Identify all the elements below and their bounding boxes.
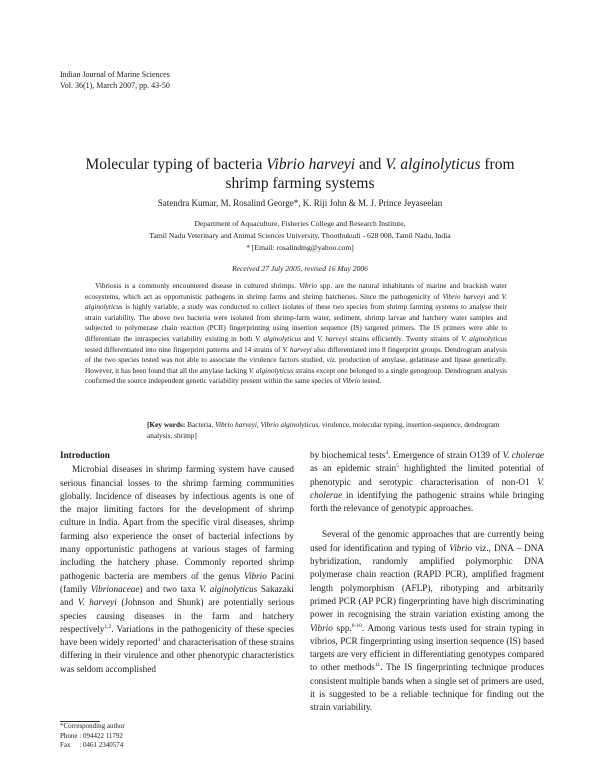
received-dates: Received 27 July 2005, revised 16 May 2006 xyxy=(232,264,368,273)
title-line-2: shrimp farming systems xyxy=(225,175,375,192)
affiliation: Department of Aquaculture, Fisheries College and Research Institute, Tamil Nadu Veterinary and Animal Sciences University, Thoothukudi - 628 008, Tamil Nadu, India xyxy=(149,219,451,240)
keywords: [Key words: Bacteria, Vibrio harveyi, Vibrio alginolyticus, virulence, molecular typing, insertion-sequence, dendrogram analysis, shrimp] xyxy=(147,420,500,440)
continued-paragraph: by biochemical tests$^4$. Emergence of strain O139 of V. cholerae as an epidemic strain$^5$ highlighted the limited potential of phenotypic and serotypic characterisation of non-O1 V. cholerae in identifying the pathogenic strains while bringing forth the relevance of genotypic approaches. xyxy=(310,449,544,514)
author-email: * [Email: rosalindmg@yahoo.com] xyxy=(246,243,354,252)
intro-paragraph: Microbial diseases in shrimp farming system have caused serious financial losses to the shrimp farming communities globally. Incidence of diseases by infectious agents is one of the major limiting factors for the development of shrimp culture in India. Apart from the specific viral diseases, shrimp farming also experience the onset of bacterial infections by many opportunistic pathogens at various stages of farming including the hatchery phase. Commonly reported shrimp pathogenic bacteria are members of the genus Vibrio Pacini (family Vibrionaceae) and two taxa V. alginolyticus Sakazaki and V. harveyi (Johnson and Shunk) are potentially serious species causing diseases in the farm and hatchery respectively$^{1,2}$. Variations in the pathogenicity of these species have been widely reported$^3$ and characterisation of these strains differing in their virulence and other phenotypic characteristics was seldom accomplished xyxy=(60,464,294,674)
keywords-label: [Key words: xyxy=(147,420,186,429)
journal-name: Indian Journal of Marine Sciences xyxy=(60,70,170,79)
author-list: Satendra Kumar, M. Rosalind George*, K. Riji John & M. J. Prince Jeyaseelan xyxy=(157,198,443,208)
corresponding-author: *Corresponding author xyxy=(60,722,125,730)
phone: Phone : 094422 11792 xyxy=(60,731,123,740)
fax: Fax : 0461 2340574 xyxy=(60,741,124,749)
genomic-approaches-paragraph: Several of the genomic approaches that are currently being used for identification and typing of Vibrio viz., DNA – DNA hybridization, randomly amplified polymorphic DNA polymerase chain reaction (RAPD PCR), amplified fragment length polymorphism (AFLP), ribotyping and arbitrarily primed PCR (AP PCR) fingerprinting have high discriminating power in recognising the strain variation existing among the Vibrio spp.$^{6-10}$. Among various tests used for strain typing in vibrios, PCR fingerprinting using insertion sequence (IS) based targets are very efficient in differentiating genotypes compared to other methods$^{11}$. The IS fingerprinting technique produces consistent multiple bands when a single set of primers are used, it is suggested to be a reliable technique for finding out the strain variability. xyxy=(310,529,545,713)
left-column xyxy=(60,449,294,676)
title-line-1: Molecular typing of bacteria Vibrio harveyi and V. alginolyticus from xyxy=(85,156,515,173)
right-column xyxy=(310,449,544,715)
article-title xyxy=(0,155,600,193)
footnote xyxy=(60,722,125,751)
section-heading-introduction: Introduction xyxy=(60,450,110,460)
journal-header xyxy=(60,69,170,91)
abstract: Vibriosis is a commonly encountered disease in cultured shrimps. Vibrio spp. are the natural inhabitants of marine and brackish water ecosystems, which act as opportunistic pathogens in shrimp farms and shrimp hatcheries. Since the pathogenicity of Vibrio harveyi and V. alginolyticus is highly variable, a study was conducted to collect isolates of these two species from shrimp farming systems to analyse their strain variability. The above two bacteria were isolated from shrimp-farm water, sediment, shrimp larvae and hatchery water samples and subjected to polymerase chain reaction (PCR) fingerprinting using insertion sequence (IS) targeted primers. The IS primers were able to differentiate the intraspecies variability existing in both V. alginolyticus and V. harveyi strains efficiently. Twenty strains of V. alginolyticus tested differentiated into nine fingerprint patterns and 14 strains of V. harveyi also differentiated into 8 fingerprint groups. Dendrogram analysis of the two species tested was not able to associate the virulence factors studied, viz. production of amylase, gelatinase and lipase genetically. However, it has been found that all the amylase lacking V. alginolyticus strains except one belonged to a single genogroup. Dendrogram analysis confirmed the source independent genetic variability present within the same species of Vibrio tested. xyxy=(85,281,508,386)
journal-issue: Vol. 36(1), March 2007, pp. 43-50 xyxy=(60,81,170,90)
